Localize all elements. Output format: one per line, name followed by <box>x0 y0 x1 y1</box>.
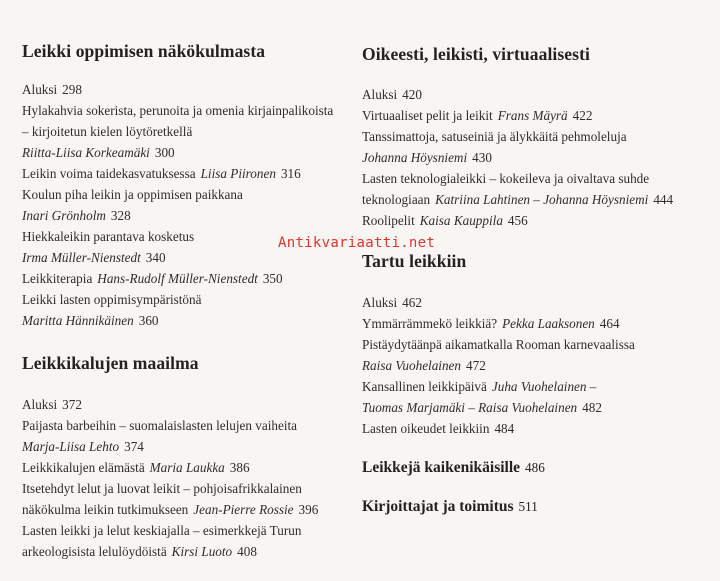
section-heading: Leikkikalujen maailma <box>22 353 199 373</box>
toc-entry: Aluksi 298 <box>22 82 82 97</box>
toc-entry: Leikkikalujen elämästä Maria Laukka 386 <box>22 460 250 475</box>
toc-entry: Tanssimattoja, satuseiniä ja älykkäitä pehmoleluja <box>362 129 627 144</box>
toc-entry: Paijasta barbeihin – suomalaislasten lelujen vaiheita <box>22 418 298 433</box>
toc-entry: teknologiaan Katriina Lahtinen – Johanna Höysniemi 444 <box>362 192 674 207</box>
section-heading: Leikki oppimisen näkökulmasta <box>22 41 266 61</box>
toc-entry: Aluksi 420 <box>362 87 422 102</box>
toc-entry: Inari Grönholm 328 <box>22 208 131 223</box>
toc-entry: Marja-Liisa Lehto 374 <box>22 439 144 454</box>
toc-entry: Kansallinen leikkipäivä Juha Vuohelainen – <box>362 379 597 394</box>
toc-entry: Maritta Hännikäinen 360 <box>22 313 159 328</box>
toc-entry: Aluksi 372 <box>22 397 82 412</box>
toc-entry: Itsetehdyt lelut ja luovat leikit – pohjoisafrikkalainen <box>22 481 302 496</box>
toc-entry: – kirjoitetun kielen löytöretkellä <box>22 124 193 139</box>
toc-entry: Tuomas Marjamäki – Raisa Vuohelainen 482 <box>362 400 602 415</box>
toc-entry: Roolipelit Kaisa Kauppila 456 <box>362 213 528 228</box>
toc-entry: Leikkiterapia Hans-Rudolf Müller-Nienstedt 350 <box>22 271 283 286</box>
section-heading: Kirjoittajat ja toimitus 511 <box>362 498 538 515</box>
watermark: Antikvariaatti.net <box>278 235 436 251</box>
toc-entry: arkeologisista lelulöydöistä Kirsi Luoto 408 <box>22 544 257 559</box>
toc-entry: Aluksi 462 <box>362 295 422 310</box>
toc-entry: Pistäydytäänpä aikamatkalla Rooman karnevaalissa <box>362 337 635 352</box>
toc-entry: Hiekkaleikin parantava kosketus <box>22 229 195 244</box>
toc-entry: Riitta-Liisa Korkeamäki 300 <box>22 145 175 160</box>
toc-entry: Leikin voima taidekasvatuksessa Liisa Piironen 316 <box>22 166 301 181</box>
toc-entry: Lasten teknologialeikki – kokeileva ja oivaltava suhde <box>362 171 650 186</box>
toc-entry: Koulun piha leikin ja oppimisen paikkana <box>22 187 243 202</box>
toc-entry: Virtuaaliset pelit ja leikit Frans Mäyrä 422 <box>362 108 593 123</box>
toc-entry: Lasten leikki ja lelut keskiajalla – esimerkkejä Turun <box>22 523 302 538</box>
toc-entry: Ymmärrämmekö leikkiä? Pekka Laaksonen 464 <box>362 316 620 331</box>
toc-entry: Lasten oikeudet leikkiin 484 <box>362 421 515 436</box>
toc-entry: Irma Müller-Nienstedt 340 <box>22 250 166 265</box>
toc-entry: Raisa Vuohelainen 472 <box>362 358 486 373</box>
toc-entry: Hylakahvia sokerista, perunoita ja omenia kirjainpalikoista <box>22 103 334 118</box>
section-heading: Oikeesti, leikisti, virtuaalisesti <box>362 44 590 64</box>
toc-entry: näkökulma leikin tutkimukseen Jean-Pierre Rossie 396 <box>22 502 319 517</box>
toc-entry: Johanna Höysniemi 430 <box>362 150 492 165</box>
section-heading: Leikkejä kaikenikäisille 486 <box>362 459 545 476</box>
section-heading: Tartu leikkiin <box>362 251 467 271</box>
toc-entry: Leikki lasten oppimisympäristönä <box>22 292 202 307</box>
